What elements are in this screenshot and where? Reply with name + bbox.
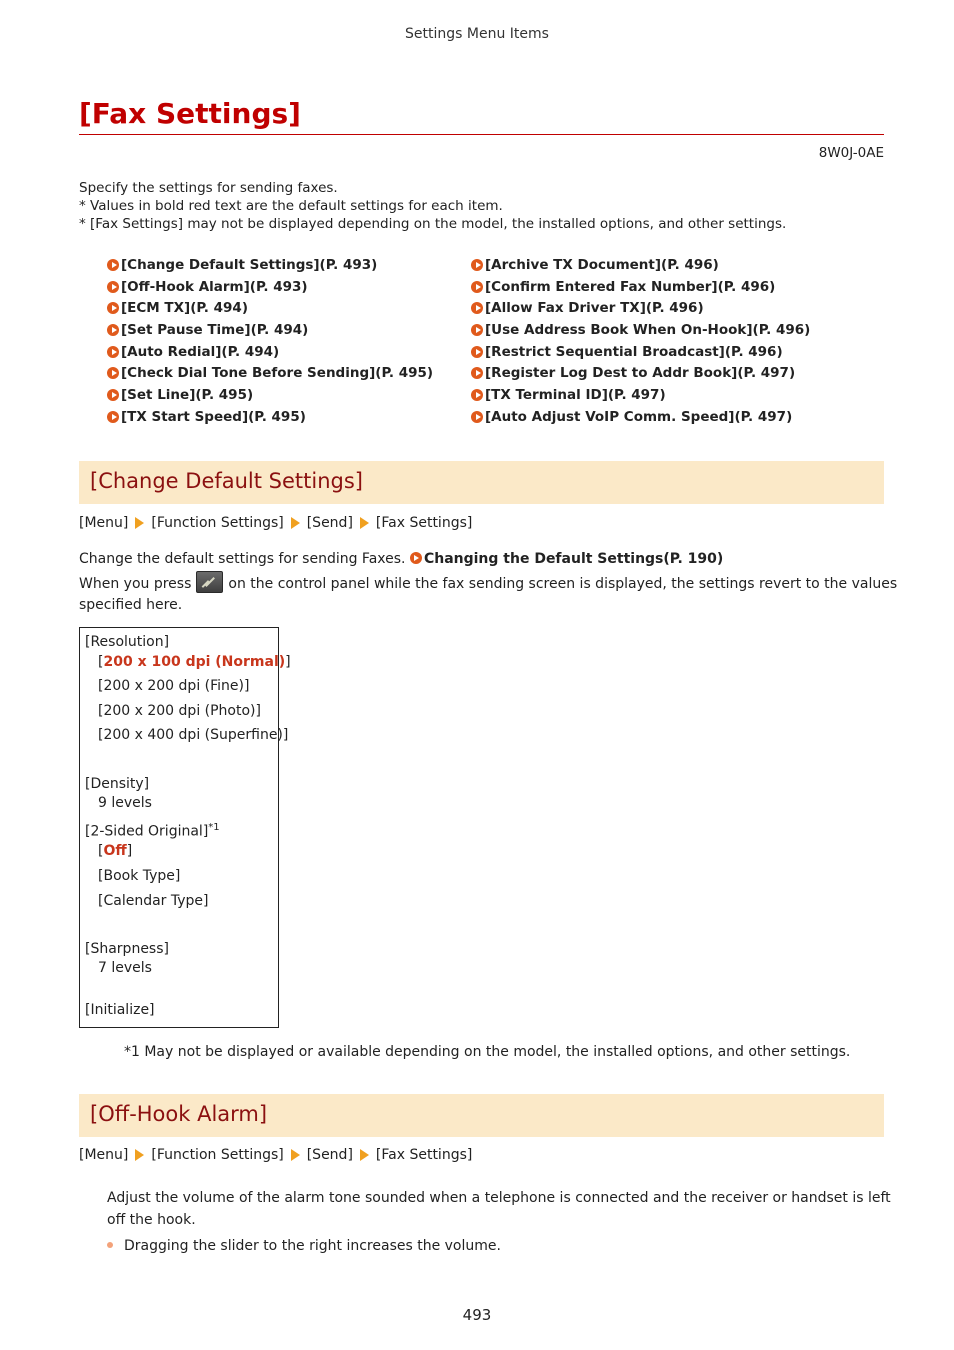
setting-initialize: [Initialize] <box>85 1002 155 1018</box>
link-set-line[interactable]: [Set Line](P. 495) <box>107 384 433 406</box>
intro-line: Specify the settings for sending faxes. <box>79 180 338 196</box>
breadcrumb-item: [Menu] <box>79 515 129 531</box>
footnote: *1 May not be displayed or available depending on the model, the installed options, and other settings. <box>124 1044 851 1060</box>
link-check-dial-tone[interactable]: [Check Dial Tone Before Sending](P. 495) <box>107 362 433 384</box>
arrow-right-icon <box>107 389 119 401</box>
setting-2-sided-original: [2-Sided Original]$^{*1}$ <box>85 822 220 840</box>
arrow-right-icon <box>107 346 119 358</box>
arrow-right-icon <box>471 367 483 379</box>
breadcrumb-item: [Function Settings] <box>151 1147 284 1163</box>
triangle-right-icon <box>360 517 369 529</box>
option: 9 levels <box>98 795 152 811</box>
settings-table <box>79 627 291 1028</box>
breadcrumb-item: [Fax Settings] <box>375 1147 473 1163</box>
section-title: [Change Default Settings] <box>90 469 363 493</box>
triangle-right-icon <box>135 1149 144 1161</box>
link-tx-terminal-id[interactable]: [TX Terminal ID](P. 497) <box>471 384 810 406</box>
link-ecm-tx[interactable]: [ECM TX](P. 494) <box>107 297 433 319</box>
option: [Calendar Type] <box>98 893 209 909</box>
triangle-right-icon <box>291 1149 300 1161</box>
arrow-right-icon <box>107 411 119 423</box>
link-allow-fax-driver-tx[interactable]: [Allow Fax Driver TX](P. 496) <box>471 297 810 319</box>
arrow-right-icon <box>471 411 483 423</box>
arrow-right-icon <box>471 324 483 336</box>
reset-key-icon <box>196 571 223 593</box>
breadcrumb <box>79 1147 472 1163</box>
running-header: Settings Menu Items <box>405 26 549 42</box>
link-change-default-settings[interactable]: [Change Default Settings](P. 493) <box>107 254 433 276</box>
page-number: 493 <box>462 1306 492 1324</box>
link-tx-start-speed[interactable]: [TX Start Speed](P. 495) <box>107 406 433 428</box>
triangle-right-icon <box>135 517 144 529</box>
option: [Book Type] <box>98 868 181 884</box>
page-title: [Fax Settings] <box>79 97 301 130</box>
arrow-right-icon <box>107 259 119 271</box>
link-set-pause-time[interactable]: [Set Pause Time](P. 494) <box>107 319 433 341</box>
setting-sharpness: [Sharpness] <box>85 941 169 957</box>
triangle-right-icon <box>360 1149 369 1161</box>
arrow-right-icon <box>471 259 483 271</box>
link-changing-default-settings[interactable]: Changing the Default Settings(P. 190) <box>410 551 723 567</box>
setting-density: [Density] <box>85 776 150 792</box>
option-default: [200 x 100 dpi (Normal)] <box>98 654 291 670</box>
section1-description: Change the default settings for sending Faxes. Changing the Default Settings(P. 190) When you press on the control panel while the fax sending screen is displayed, the settings revert to the values specified here. <box>79 551 898 613</box>
triangle-right-icon <box>291 517 300 529</box>
arrow-right-icon <box>471 302 483 314</box>
breadcrumb-item: [Send] <box>306 515 353 531</box>
link-use-address-book[interactable]: [Use Address Book When On-Hook](P. 496) <box>471 319 810 341</box>
bullet-item: Dragging the slider to the right increases the volume. <box>107 1237 877 1256</box>
link-auto-adjust-voip[interactable]: [Auto Adjust VoIP Comm. Speed](P. 497) <box>471 406 810 428</box>
arrow-right-icon <box>471 346 483 358</box>
breadcrumb-item: [Function Settings] <box>151 515 284 531</box>
document-code: 8W0J-0AE <box>818 145 884 161</box>
link-restrict-sequential-broadcast[interactable]: [Restrict Sequential Broadcast](P. 496) <box>471 341 810 363</box>
breadcrumb <box>79 515 472 531</box>
setting-resolution: [Resolution] <box>85 634 170 650</box>
intro-text <box>79 179 786 233</box>
bullet-icon <box>107 1242 113 1248</box>
link-confirm-fax-number[interactable]: [Confirm Entered Fax Number](P. 496) <box>471 276 810 298</box>
breadcrumb-item: [Fax Settings] <box>375 515 473 531</box>
arrow-right-icon <box>107 324 119 336</box>
section-header-change-default-settings <box>79 461 884 504</box>
intro-line: * Values in bold red text are the default settings for each item. <box>79 198 503 214</box>
option-default: [Off] <box>98 843 133 859</box>
breadcrumb-item: [Send] <box>306 1147 353 1163</box>
link-register-log-dest[interactable]: [Register Log Dest to Addr Book](P. 497) <box>471 362 810 384</box>
link-archive-tx-document[interactable]: [Archive TX Document](P. 496) <box>471 254 810 276</box>
topic-links-left <box>107 254 433 428</box>
arrow-right-icon <box>107 367 119 379</box>
section-header-off-hook-alarm <box>79 1094 884 1137</box>
breadcrumb-item: [Menu] <box>79 1147 129 1163</box>
section2-description: Adjust the volume of the alarm tone sounded when a telephone is connected and the receiver or handset is left off the hook. <box>107 1190 891 1228</box>
intro-line: * [Fax Settings] may not be displayed depending on the model, the installed options, and other settings. <box>79 216 787 232</box>
arrow-right-icon <box>107 302 119 314</box>
topic-links-right <box>471 254 810 428</box>
arrow-right-icon <box>107 281 119 293</box>
option: [200 x 200 dpi (Fine)] <box>98 678 250 694</box>
option: [200 x 200 dpi (Photo)] <box>98 703 261 719</box>
option: 7 levels <box>98 960 152 976</box>
link-auto-redial[interactable]: [Auto Redial](P. 494) <box>107 341 433 363</box>
title-divider <box>79 134 884 135</box>
option: [200 x 400 dpi (Superfine)] <box>98 727 289 743</box>
arrow-right-icon <box>471 281 483 293</box>
arrow-right-icon <box>410 552 422 564</box>
arrow-right-icon <box>471 389 483 401</box>
section-title: [Off-Hook Alarm] <box>90 1102 268 1126</box>
link-off-hook-alarm[interactable]: [Off-Hook Alarm](P. 493) <box>107 276 433 298</box>
